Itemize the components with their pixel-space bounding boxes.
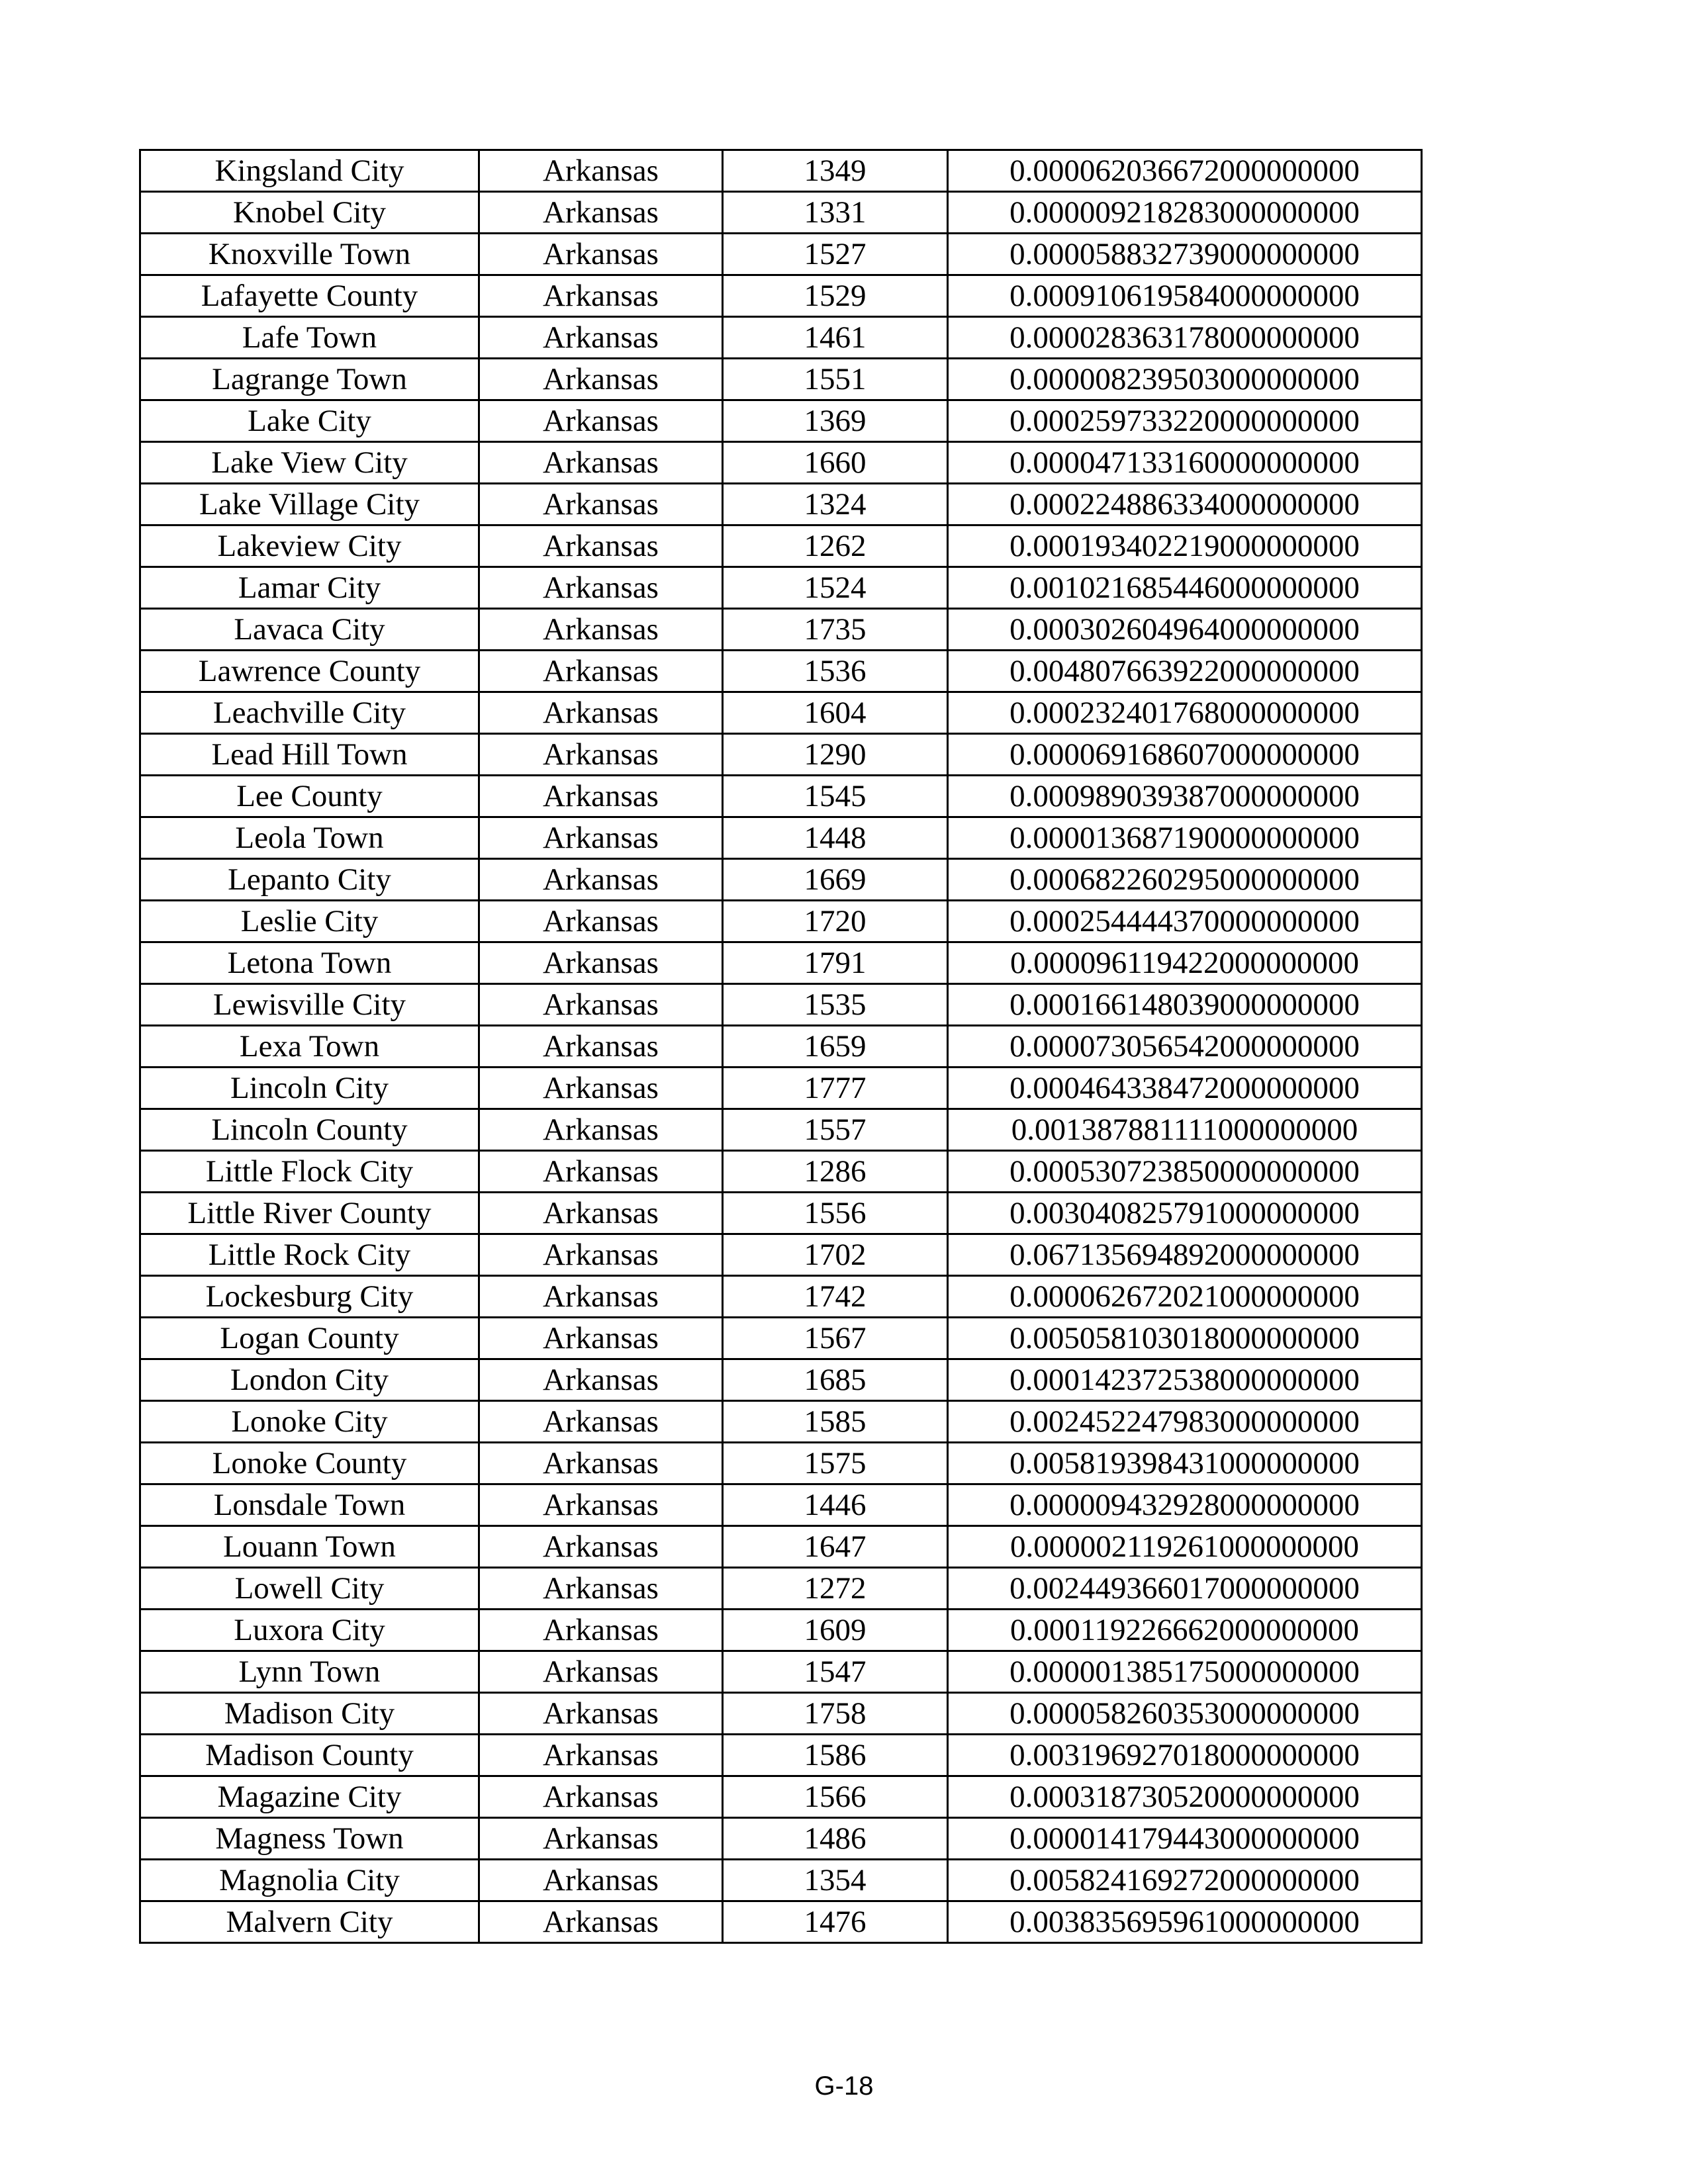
share-value-cell: 0.000166148039000000000 [948, 984, 1422, 1026]
state-cell: Arkansas [479, 1318, 723, 1359]
table-row [140, 1026, 1422, 1068]
state-cell: Arkansas [479, 1359, 723, 1401]
table-row [140, 1610, 1422, 1651]
code-cell: 1545 [723, 776, 948, 817]
table-row [140, 1484, 1422, 1526]
table-row [140, 1109, 1422, 1151]
entity-name-cell: Little River County [140, 1193, 479, 1234]
entity-name-cell: Little Rock City [140, 1234, 479, 1276]
share-value-cell: 0.005824169272000000000 [948, 1860, 1422, 1901]
state-cell: Arkansas [479, 1151, 723, 1193]
share-value-cell: 0.000047133160000000000 [948, 442, 1422, 484]
entity-name-cell: Lonoke City [140, 1401, 479, 1443]
entity-name-cell: Lake City [140, 400, 479, 442]
share-value-cell: 0.001387881111000000000 [948, 1109, 1422, 1151]
share-value-cell: 0.000062672021000000000 [948, 1276, 1422, 1318]
entity-name-cell: Louann Town [140, 1526, 479, 1568]
entity-name-cell: Lamar City [140, 567, 479, 609]
share-value-cell: 0.005058103018000000000 [948, 1318, 1422, 1359]
entity-name-cell: Luxora City [140, 1610, 479, 1651]
table-row [140, 817, 1422, 859]
code-cell: 1777 [723, 1068, 948, 1109]
code-cell: 1735 [723, 609, 948, 651]
table-row [140, 1193, 1422, 1234]
table-row [140, 734, 1422, 776]
table-row [140, 442, 1422, 484]
state-cell: Arkansas [479, 651, 723, 692]
share-value-cell: 0.000682260295000000000 [948, 859, 1422, 901]
table-row [140, 525, 1422, 567]
code-cell: 1575 [723, 1443, 948, 1484]
table-row [140, 1901, 1422, 1943]
entity-name-cell: Lakeview City [140, 525, 479, 567]
table-row [140, 1234, 1422, 1276]
table-row [140, 942, 1422, 984]
table-row [140, 1151, 1422, 1193]
entity-name-cell: Lonsdale Town [140, 1484, 479, 1526]
entity-name-cell: Lake View City [140, 442, 479, 484]
state-cell: Arkansas [479, 1693, 723, 1735]
state-cell: Arkansas [479, 1026, 723, 1068]
table-row [140, 1526, 1422, 1568]
state-cell: Arkansas [479, 1776, 723, 1818]
table-row [140, 234, 1422, 275]
entity-name-cell: Knobel City [140, 192, 479, 234]
share-value-cell: 0.000530723850000000000 [948, 1151, 1422, 1193]
share-value-cell: 0.000910619584000000000 [948, 275, 1422, 317]
state-cell: Arkansas [479, 1568, 723, 1610]
table-row [140, 609, 1422, 651]
code-cell: 1604 [723, 692, 948, 734]
state-cell: Arkansas [479, 1276, 723, 1318]
table-row [140, 1276, 1422, 1318]
state-cell: Arkansas [479, 1901, 723, 1943]
state-cell: Arkansas [479, 1610, 723, 1651]
share-value-cell: 0.000259733220000000000 [948, 400, 1422, 442]
code-cell: 1566 [723, 1776, 948, 1818]
table-row [140, 317, 1422, 359]
table-row [140, 1359, 1422, 1401]
state-cell: Arkansas [479, 1526, 723, 1568]
code-cell: 1547 [723, 1651, 948, 1693]
share-value-cell: 0.003040825791000000000 [948, 1193, 1422, 1234]
code-cell: 1551 [723, 359, 948, 400]
code-cell: 1349 [723, 150, 948, 192]
table-body [140, 150, 1422, 1943]
entity-name-cell: Lonoke County [140, 1443, 479, 1484]
share-value-cell: 0.067135694892000000000 [948, 1234, 1422, 1276]
share-value-cell: 0.000008239503000000000 [948, 359, 1422, 400]
table-row [140, 651, 1422, 692]
table-row [140, 692, 1422, 734]
share-value-cell: 0.000224886334000000000 [948, 484, 1422, 525]
table-row [140, 567, 1422, 609]
share-value-cell: 0.001021685446000000000 [948, 567, 1422, 609]
share-value-cell: 0.000989039387000000000 [948, 776, 1422, 817]
share-value-cell: 0.000009432928000000000 [948, 1484, 1422, 1526]
code-cell: 1585 [723, 1401, 948, 1443]
code-cell: 1461 [723, 317, 948, 359]
code-cell: 1556 [723, 1193, 948, 1234]
code-cell: 1486 [723, 1818, 948, 1860]
code-cell: 1272 [723, 1568, 948, 1610]
entity-name-cell: Madison City [140, 1693, 479, 1735]
entity-name-cell: Lavaca City [140, 609, 479, 651]
state-cell: Arkansas [479, 317, 723, 359]
state-cell: Arkansas [479, 1735, 723, 1776]
share-value-cell: 0.005819398431000000000 [948, 1443, 1422, 1484]
code-cell: 1609 [723, 1610, 948, 1651]
code-cell: 1524 [723, 567, 948, 609]
entity-name-cell: Leola Town [140, 817, 479, 859]
code-cell: 1354 [723, 1860, 948, 1901]
share-value-cell: 0.000119226662000000000 [948, 1610, 1422, 1651]
state-cell: Arkansas [479, 442, 723, 484]
table-row [140, 484, 1422, 525]
share-value-cell: 0.000058260353000000000 [948, 1693, 1422, 1735]
table-row [140, 192, 1422, 234]
state-cell: Arkansas [479, 1860, 723, 1901]
code-cell: 1742 [723, 1276, 948, 1318]
entity-name-cell: Madison County [140, 1735, 479, 1776]
table-row [140, 1776, 1422, 1818]
code-cell: 1758 [723, 1693, 948, 1735]
entity-name-cell: Lewisville City [140, 984, 479, 1026]
table-row [140, 359, 1422, 400]
share-value-cell: 0.003196927018000000000 [948, 1735, 1422, 1776]
table-row [140, 150, 1422, 192]
code-cell: 1791 [723, 942, 948, 984]
entity-name-cell: Lynn Town [140, 1651, 479, 1693]
share-value-cell: 0.000073056542000000000 [948, 1026, 1422, 1068]
table-row [140, 1401, 1422, 1443]
table-row [140, 1735, 1422, 1776]
state-cell: Arkansas [479, 567, 723, 609]
table-row [140, 1818, 1422, 1860]
entity-name-cell: Magness Town [140, 1818, 479, 1860]
state-cell: Arkansas [479, 734, 723, 776]
share-value-cell: 0.000058832739000000000 [948, 234, 1422, 275]
share-value-cell: 0.002452247983000000000 [948, 1401, 1422, 1443]
code-cell: 1702 [723, 1234, 948, 1276]
state-cell: Arkansas [479, 1234, 723, 1276]
entity-name-cell: Letona Town [140, 942, 479, 984]
state-cell: Arkansas [479, 1193, 723, 1234]
entity-name-cell: Lead Hill Town [140, 734, 479, 776]
entity-name-cell: Lee County [140, 776, 479, 817]
code-cell: 1448 [723, 817, 948, 859]
table-row [140, 901, 1422, 942]
table-row [140, 776, 1422, 817]
code-cell: 1535 [723, 984, 948, 1026]
state-cell: Arkansas [479, 400, 723, 442]
share-value-cell: 0.000096119422000000000 [948, 942, 1422, 984]
table-row [140, 1860, 1422, 1901]
code-cell: 1669 [723, 859, 948, 901]
entity-name-cell: Lagrange Town [140, 359, 479, 400]
state-cell: Arkansas [479, 359, 723, 400]
state-cell: Arkansas [479, 1109, 723, 1151]
entity-name-cell: Magazine City [140, 1776, 479, 1818]
state-cell: Arkansas [479, 525, 723, 567]
entity-name-cell: Lincoln County [140, 1109, 479, 1151]
state-cell: Arkansas [479, 692, 723, 734]
entity-name-cell: Malvern City [140, 1901, 479, 1943]
state-cell: Arkansas [479, 1651, 723, 1693]
entity-name-cell: Lafayette County [140, 275, 479, 317]
code-cell: 1529 [723, 275, 948, 317]
state-cell: Arkansas [479, 234, 723, 275]
data-table [139, 149, 1423, 1944]
share-value-cell: 0.000193402219000000000 [948, 525, 1422, 567]
entity-name-cell: Leachville City [140, 692, 479, 734]
code-cell: 1446 [723, 1484, 948, 1526]
table-row [140, 1443, 1422, 1484]
share-value-cell: 0.000001385175000000000 [948, 1651, 1422, 1693]
entity-name-cell: London City [140, 1359, 479, 1401]
entity-name-cell: Kingsland City [140, 150, 479, 192]
code-cell: 1557 [723, 1109, 948, 1151]
state-cell: Arkansas [479, 609, 723, 651]
entity-name-cell: Magnolia City [140, 1860, 479, 1901]
table-row [140, 1651, 1422, 1693]
share-value-cell: 0.002449366017000000000 [948, 1568, 1422, 1610]
state-cell: Arkansas [479, 484, 723, 525]
share-value-cell: 0.000009218283000000000 [948, 192, 1422, 234]
code-cell: 1476 [723, 1901, 948, 1943]
code-cell: 1369 [723, 400, 948, 442]
entity-name-cell: Knoxville Town [140, 234, 479, 275]
entity-name-cell: Logan County [140, 1318, 479, 1359]
entity-name-cell: Lexa Town [140, 1026, 479, 1068]
share-value-cell: 0.000302604964000000000 [948, 609, 1422, 651]
state-cell: Arkansas [479, 942, 723, 984]
table-row [140, 1693, 1422, 1735]
share-value-cell: 0.000062036672000000000 [948, 150, 1422, 192]
share-value-cell: 0.000014179443000000000 [948, 1818, 1422, 1860]
state-cell: Arkansas [479, 150, 723, 192]
entity-name-cell: Lawrence County [140, 651, 479, 692]
state-cell: Arkansas [479, 859, 723, 901]
share-value-cell: 0.000318730520000000000 [948, 1776, 1422, 1818]
entity-name-cell: Lowell City [140, 1568, 479, 1610]
table-row [140, 984, 1422, 1026]
entity-name-cell: Little Flock City [140, 1151, 479, 1193]
code-cell: 1659 [723, 1026, 948, 1068]
code-cell: 1331 [723, 192, 948, 234]
code-cell: 1286 [723, 1151, 948, 1193]
share-value-cell: 0.000232401768000000000 [948, 692, 1422, 734]
share-value-cell: 0.000002119261000000000 [948, 1526, 1422, 1568]
state-cell: Arkansas [479, 1068, 723, 1109]
table-row [140, 275, 1422, 317]
state-cell: Arkansas [479, 275, 723, 317]
table-row [140, 1318, 1422, 1359]
share-value-cell: 0.004807663922000000000 [948, 651, 1422, 692]
state-cell: Arkansas [479, 1401, 723, 1443]
code-cell: 1567 [723, 1318, 948, 1359]
table-row [140, 1568, 1422, 1610]
page-number: G-18 [814, 2071, 874, 2101]
code-cell: 1685 [723, 1359, 948, 1401]
state-cell: Arkansas [479, 192, 723, 234]
code-cell: 1586 [723, 1735, 948, 1776]
code-cell: 1527 [723, 234, 948, 275]
code-cell: 1262 [723, 525, 948, 567]
state-cell: Arkansas [479, 776, 723, 817]
state-cell: Arkansas [479, 1484, 723, 1526]
entity-name-cell: Lincoln City [140, 1068, 479, 1109]
share-value-cell: 0.000028363178000000000 [948, 317, 1422, 359]
share-value-cell: 0.003835695961000000000 [948, 1901, 1422, 1943]
code-cell: 1324 [723, 484, 948, 525]
table-row [140, 1068, 1422, 1109]
share-value-cell: 0.000013687190000000000 [948, 817, 1422, 859]
entity-name-cell: Lake Village City [140, 484, 479, 525]
share-value-cell: 0.000142372538000000000 [948, 1359, 1422, 1401]
table-row [140, 400, 1422, 442]
state-cell: Arkansas [479, 817, 723, 859]
entity-name-cell: Leslie City [140, 901, 479, 942]
state-cell: Arkansas [479, 901, 723, 942]
share-value-cell: 0.000464338472000000000 [948, 1068, 1422, 1109]
table-row [140, 859, 1422, 901]
state-cell: Arkansas [479, 1443, 723, 1484]
code-cell: 1290 [723, 734, 948, 776]
entity-name-cell: Lafe Town [140, 317, 479, 359]
code-cell: 1660 [723, 442, 948, 484]
entity-name-cell: Lockesburg City [140, 1276, 479, 1318]
code-cell: 1647 [723, 1526, 948, 1568]
share-value-cell: 0.000069168607000000000 [948, 734, 1422, 776]
code-cell: 1720 [723, 901, 948, 942]
state-cell: Arkansas [479, 984, 723, 1026]
state-cell: Arkansas [479, 1818, 723, 1860]
share-value-cell: 0.000254444370000000000 [948, 901, 1422, 942]
entity-name-cell: Lepanto City [140, 859, 479, 901]
code-cell: 1536 [723, 651, 948, 692]
